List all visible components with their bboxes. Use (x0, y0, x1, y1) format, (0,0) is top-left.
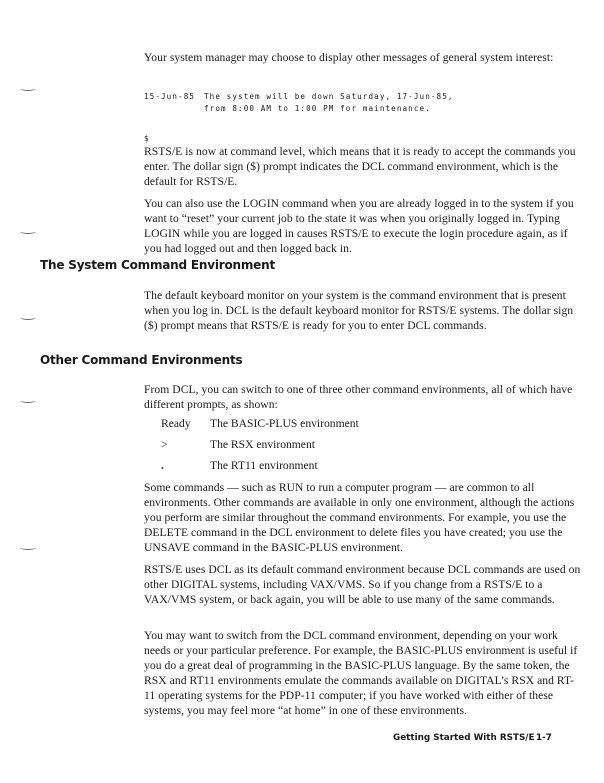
binder-hole-mark (20, 398, 36, 403)
paragraph-common-commands: Some commands — such as RUN to run a computer program — are common to all environments. Other commands are available in only one environment, although the actions you perform are similar throughout the command environments. For example, you use the DELETE command in the DCL environment to delete files you have created; you use the UNSAVE command in the BASIC-PLUS environment. (144, 481, 575, 554)
prompt-description: The RT11 environment (210, 459, 318, 472)
prompt-symbol: Ready (161, 417, 191, 430)
binder-hole-mark (20, 545, 36, 550)
prompt-symbol: > (161, 438, 168, 451)
prompt-symbol: . (161, 459, 164, 472)
page-number: 1-7 (536, 733, 552, 743)
paragraph-dcl-default: RSTS/E uses DCL as its default command environment because DCL commands are used on other DIGITAL systems, including VAX/VMS. So if you change from a RSTS/E to a VAX/VMS system, or back again, you will be able to use many of the same commands. (144, 563, 581, 606)
footer-title: Getting Started With RSTS/E (393, 733, 535, 743)
intro-paragraph (144, 50, 584, 65)
terminal-line (144, 91, 454, 103)
terminal-date: 15-Jun-85 (144, 92, 196, 101)
prompt-row-rsx (161, 434, 359, 455)
paragraph-default-monitor: The default keyboard monitor on your system is the command environment that is present when you log in. DCL is the default keyboard monitor for RSTS/E systems. The dollar sign ($) prompt means that RSTS/E is ready for you to enter DCL commands. (144, 289, 574, 332)
binder-hole-mark (20, 86, 36, 91)
section-heading-other-command-environments: Other Command Environments (40, 353, 243, 367)
terminal-text: from 8:00 AM to 1:00 PM for maintenance. (204, 104, 431, 113)
paragraph-switch-reasons: You may want to switch from the DCL command environment, depending on your work needs or your particular preference. For example, the BASIC-PLUS environment is useful if you do a great deal of programming in the BASIC-PLUS language. By the same token, the RSX and RT11 environments emulate the commands available on DIGITAL’s RSX and RT-11 operating systems for the PDP-11 computer; if you have worked with either of these systems, you may feel more “at home” in one of these environments. (144, 629, 578, 717)
section-heading-system-command-environment: The System Command Environment (40, 258, 275, 272)
terminal-message (144, 91, 454, 145)
prompt-list (161, 413, 359, 476)
prompt-description: The RSX environment (210, 438, 315, 451)
paragraph-login: You can also use the LOGIN command when you are already logged in to the system if you want to “reset” your current job to the state it was when you originally logged in. Typing LOGIN while you are logged in causes RSTS/E to execute the login procedure again, as if you had logged out and then logged back in. (144, 197, 574, 255)
terminal-text: The system will be down Saturday, 17-Jun-85, (204, 92, 454, 101)
paragraph-command-level: RSTS/E is now at command level, which means that it is ready to accept the commands you enter. The dollar sign ($) prompt indicates the DCL command environment, which is the default for RSTS/E. (144, 145, 576, 188)
prompt-description: The BASIC-PLUS environment (210, 417, 359, 430)
dollar-prompt: $ (144, 134, 150, 143)
terminal-line (144, 103, 454, 115)
prompt-row-basic-plus (161, 413, 359, 434)
paragraph-switch-environments: From DCL, you can switch to one of three other command environments, all of which have different prompts, as shown: (144, 383, 573, 411)
binder-hole-mark (20, 229, 36, 234)
intro-text: Your system manager may choose to display other messages of general system interest: (144, 51, 554, 64)
prompt-row-rt11 (161, 455, 359, 476)
binder-hole-mark (20, 315, 36, 320)
